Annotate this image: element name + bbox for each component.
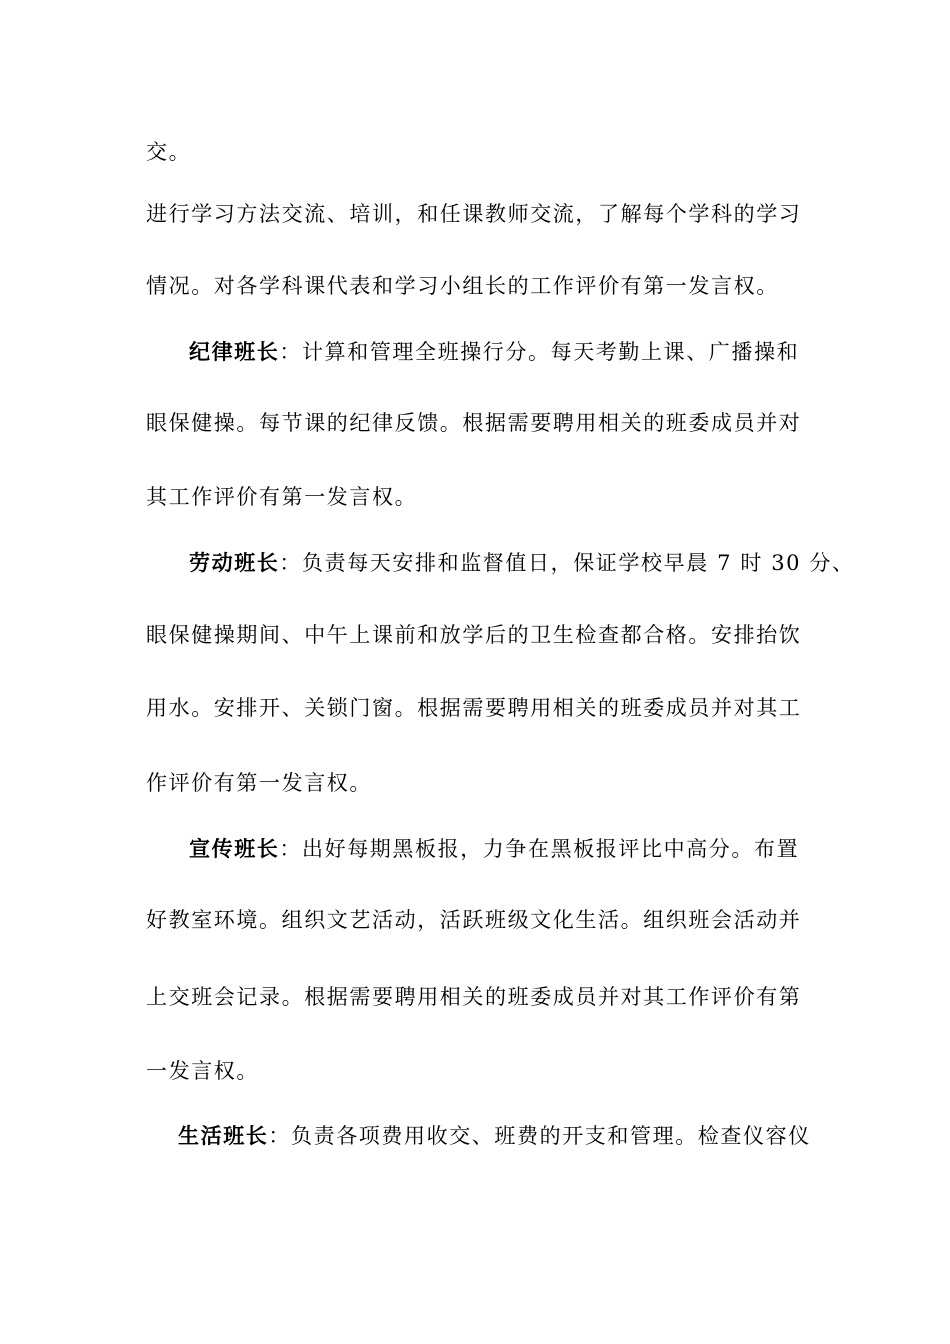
section-text: ：出好每期黑板报，力争在黑板报评比中高分。布置 — [279, 837, 800, 861]
section-label: 劳动班长 — [189, 550, 280, 575]
text-line: 眼保健操期间、中午上课前和放学后的卫生检查都合格。安排抬饮 — [146, 623, 802, 647]
section-publicity — [189, 834, 839, 864]
text-line: 作评价有第一发言权。 — [146, 771, 372, 795]
section-label: 纪律班长 — [189, 339, 280, 364]
text-line: 好教室环境。组织文艺活动，活跃班级文化生活。组织班会活动并 — [146, 908, 802, 932]
section-text: ：负责每天安排和监督值日，保证学校早晨 7 时 30 分、 — [279, 551, 855, 575]
section-label: 生活班长 — [178, 1123, 269, 1148]
text-line: 其工作评价有第一发言权。 — [146, 485, 418, 509]
section-labor — [189, 548, 855, 578]
section-text: ：计算和管理全班操行分。每天考勤上课、广播操和 — [279, 340, 800, 364]
section-life — [178, 1121, 838, 1151]
section-discipline — [189, 337, 839, 367]
text-line: 眼保健操。每节课的纪律反馈。根据需要聘用相关的班委成员并对 — [146, 411, 802, 435]
text-line: 进行学习方法交流、培训，和任课教师交流，了解每个学科的学习 — [146, 202, 802, 226]
text-line: 上交班会记录。根据需要聘用相关的班委成员并对其工作评价有第 — [146, 985, 802, 1009]
text-line: 一发言权。 — [146, 1059, 259, 1083]
section-text: ：负责各项费用收交、班费的开支和管理。检查仪容仪 — [268, 1124, 811, 1148]
text-line: 交。 — [146, 140, 192, 164]
section-label: 宣传班长 — [189, 836, 280, 861]
text-line: 用水。安排开、关锁门窗。根据需要聘用相关的班委成员并对其工 — [146, 696, 802, 720]
text-line: 情况。对各学科课代表和学习小组长的工作评价有第一发言权。 — [146, 274, 779, 298]
